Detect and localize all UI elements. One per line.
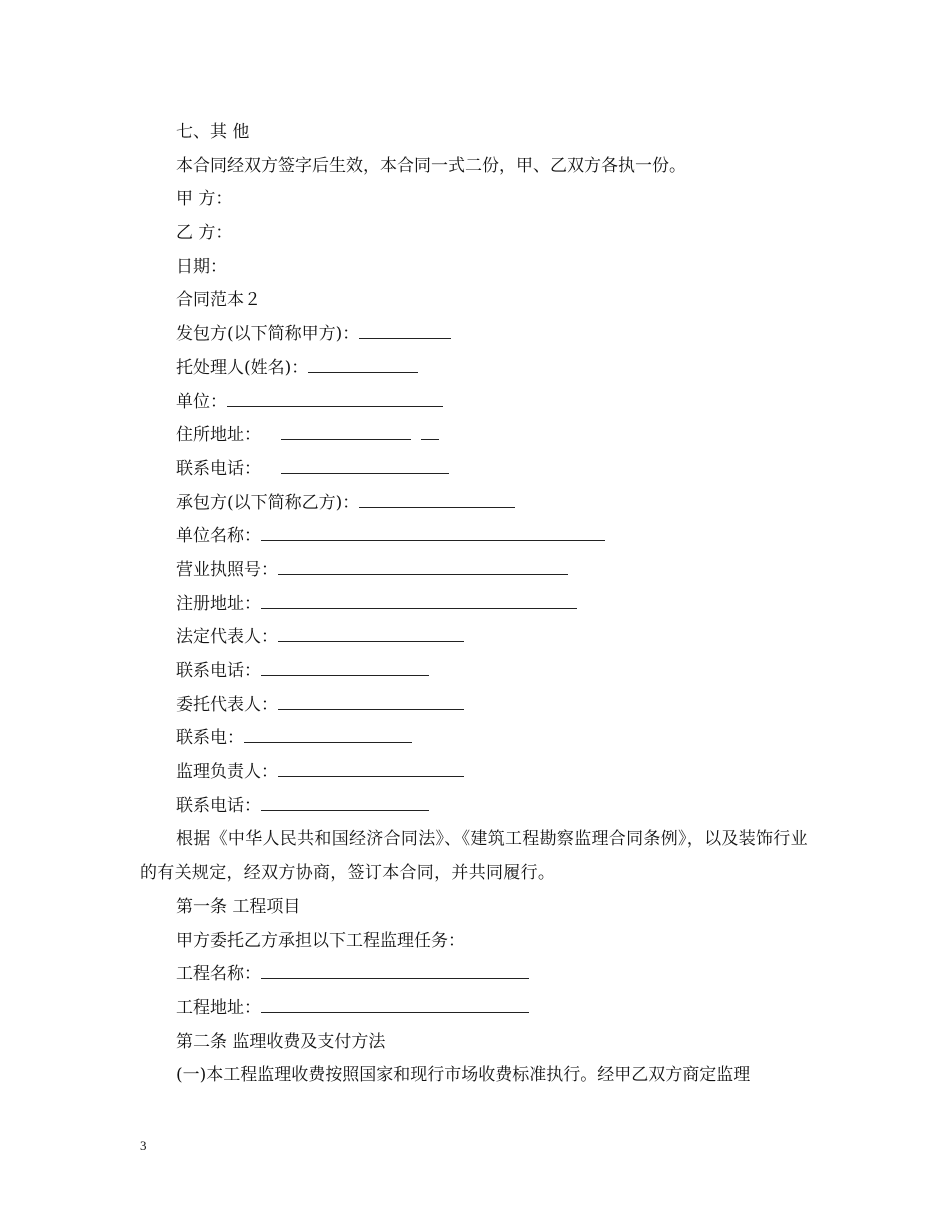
article2-heading: 第二条 监理收费及支付方法 [176,1031,386,1052]
unit-label: 单位： [176,391,227,412]
phone-blank-2 [261,658,429,676]
project-address-blank [261,995,529,1013]
legal-rep-blank [278,624,464,642]
phone-label-1: 联系电话： [176,458,261,479]
phone-short-blank [244,725,412,743]
contractee-line [140,487,830,521]
agent-line [140,352,830,386]
phone-line-1 [140,453,830,487]
phone-short-label: 联系电： [176,728,244,749]
template2-title: 合同范本２ [176,290,261,311]
agent-blank [308,355,418,373]
effect-clause: 本合同经双方签字后生效，本合同一式二份，甲、乙双方各执一份。 [176,155,686,176]
project-name-line [140,958,830,992]
residence-label: 住所地址： [176,425,261,446]
contractee-blank [359,490,515,508]
phone-blank-1 [281,456,449,474]
unit-name-line [140,520,830,554]
unit-line [140,386,830,420]
entrusted-rep-blank [278,692,464,710]
phone-blank-3 [261,793,429,811]
agent-label: 托处理人(姓名)： [176,357,309,378]
page-number: 3 [140,1138,147,1153]
supervisor-blank [278,759,464,777]
unit-blank [227,389,443,407]
legal-rep-label: 法定代表人： [176,627,278,648]
contractee-label: 承包方(以下简称乙方)： [176,492,360,513]
document-body [140,116,830,1093]
legal-rep-line [140,621,830,655]
license-line [140,554,830,588]
date-line: 日期： [176,256,227,277]
project-name-blank [261,961,529,979]
article1-intro: 甲方委托乙方承担以下工程监理任务： [176,930,465,951]
supervisor-label: 监理负责人： [176,762,278,783]
section7-heading: 七、其 他 [176,122,250,142]
entrusted-rep-label: 委托代表人： [176,694,278,715]
contractor-label: 发包方(以下简称甲方)： [176,324,360,345]
phone-line-2 [140,655,830,689]
project-address-label: 工程地址： [176,997,261,1018]
article1-heading: 第一条 工程项目 [176,896,301,917]
registered-address-line [140,588,830,622]
residence-blank-tail [421,422,439,440]
project-name-label: 工程名称： [176,964,261,985]
unit-name-label: 单位名称： [176,526,261,547]
residence-line [140,419,830,453]
preamble-paragraph: 根据《中华人民共和国经济合同法》、《建筑工程勘察监理合同条例》，以及装饰行业的有关规定，经双方协商，签订本合同，并共同履行。 [140,829,808,884]
contractor-blank [359,321,451,339]
license-label: 营业执照号： [176,559,278,580]
supervisor-line [140,756,830,790]
contractor-line [140,318,830,352]
party-a-signature: 甲 方： [176,189,233,210]
phone-line-3 [140,790,830,824]
project-address-line [140,992,830,1026]
license-blank [278,557,568,575]
entrusted-rep-line [140,689,830,723]
unit-name-blank [261,523,605,541]
phone-short-line [140,722,830,756]
phone-label-2: 联系电话： [176,661,261,681]
party-b-signature: 乙 方： [176,223,233,244]
residence-blank [281,422,411,440]
registered-address-blank [261,591,577,609]
registered-address-label: 注册地址： [176,593,261,614]
phone-label-3: 联系电话： [176,795,261,816]
article2-item1: (一)本工程监理收费按照国家和现行市场收费标准执行。经甲乙双方商定监理 [176,1065,751,1086]
